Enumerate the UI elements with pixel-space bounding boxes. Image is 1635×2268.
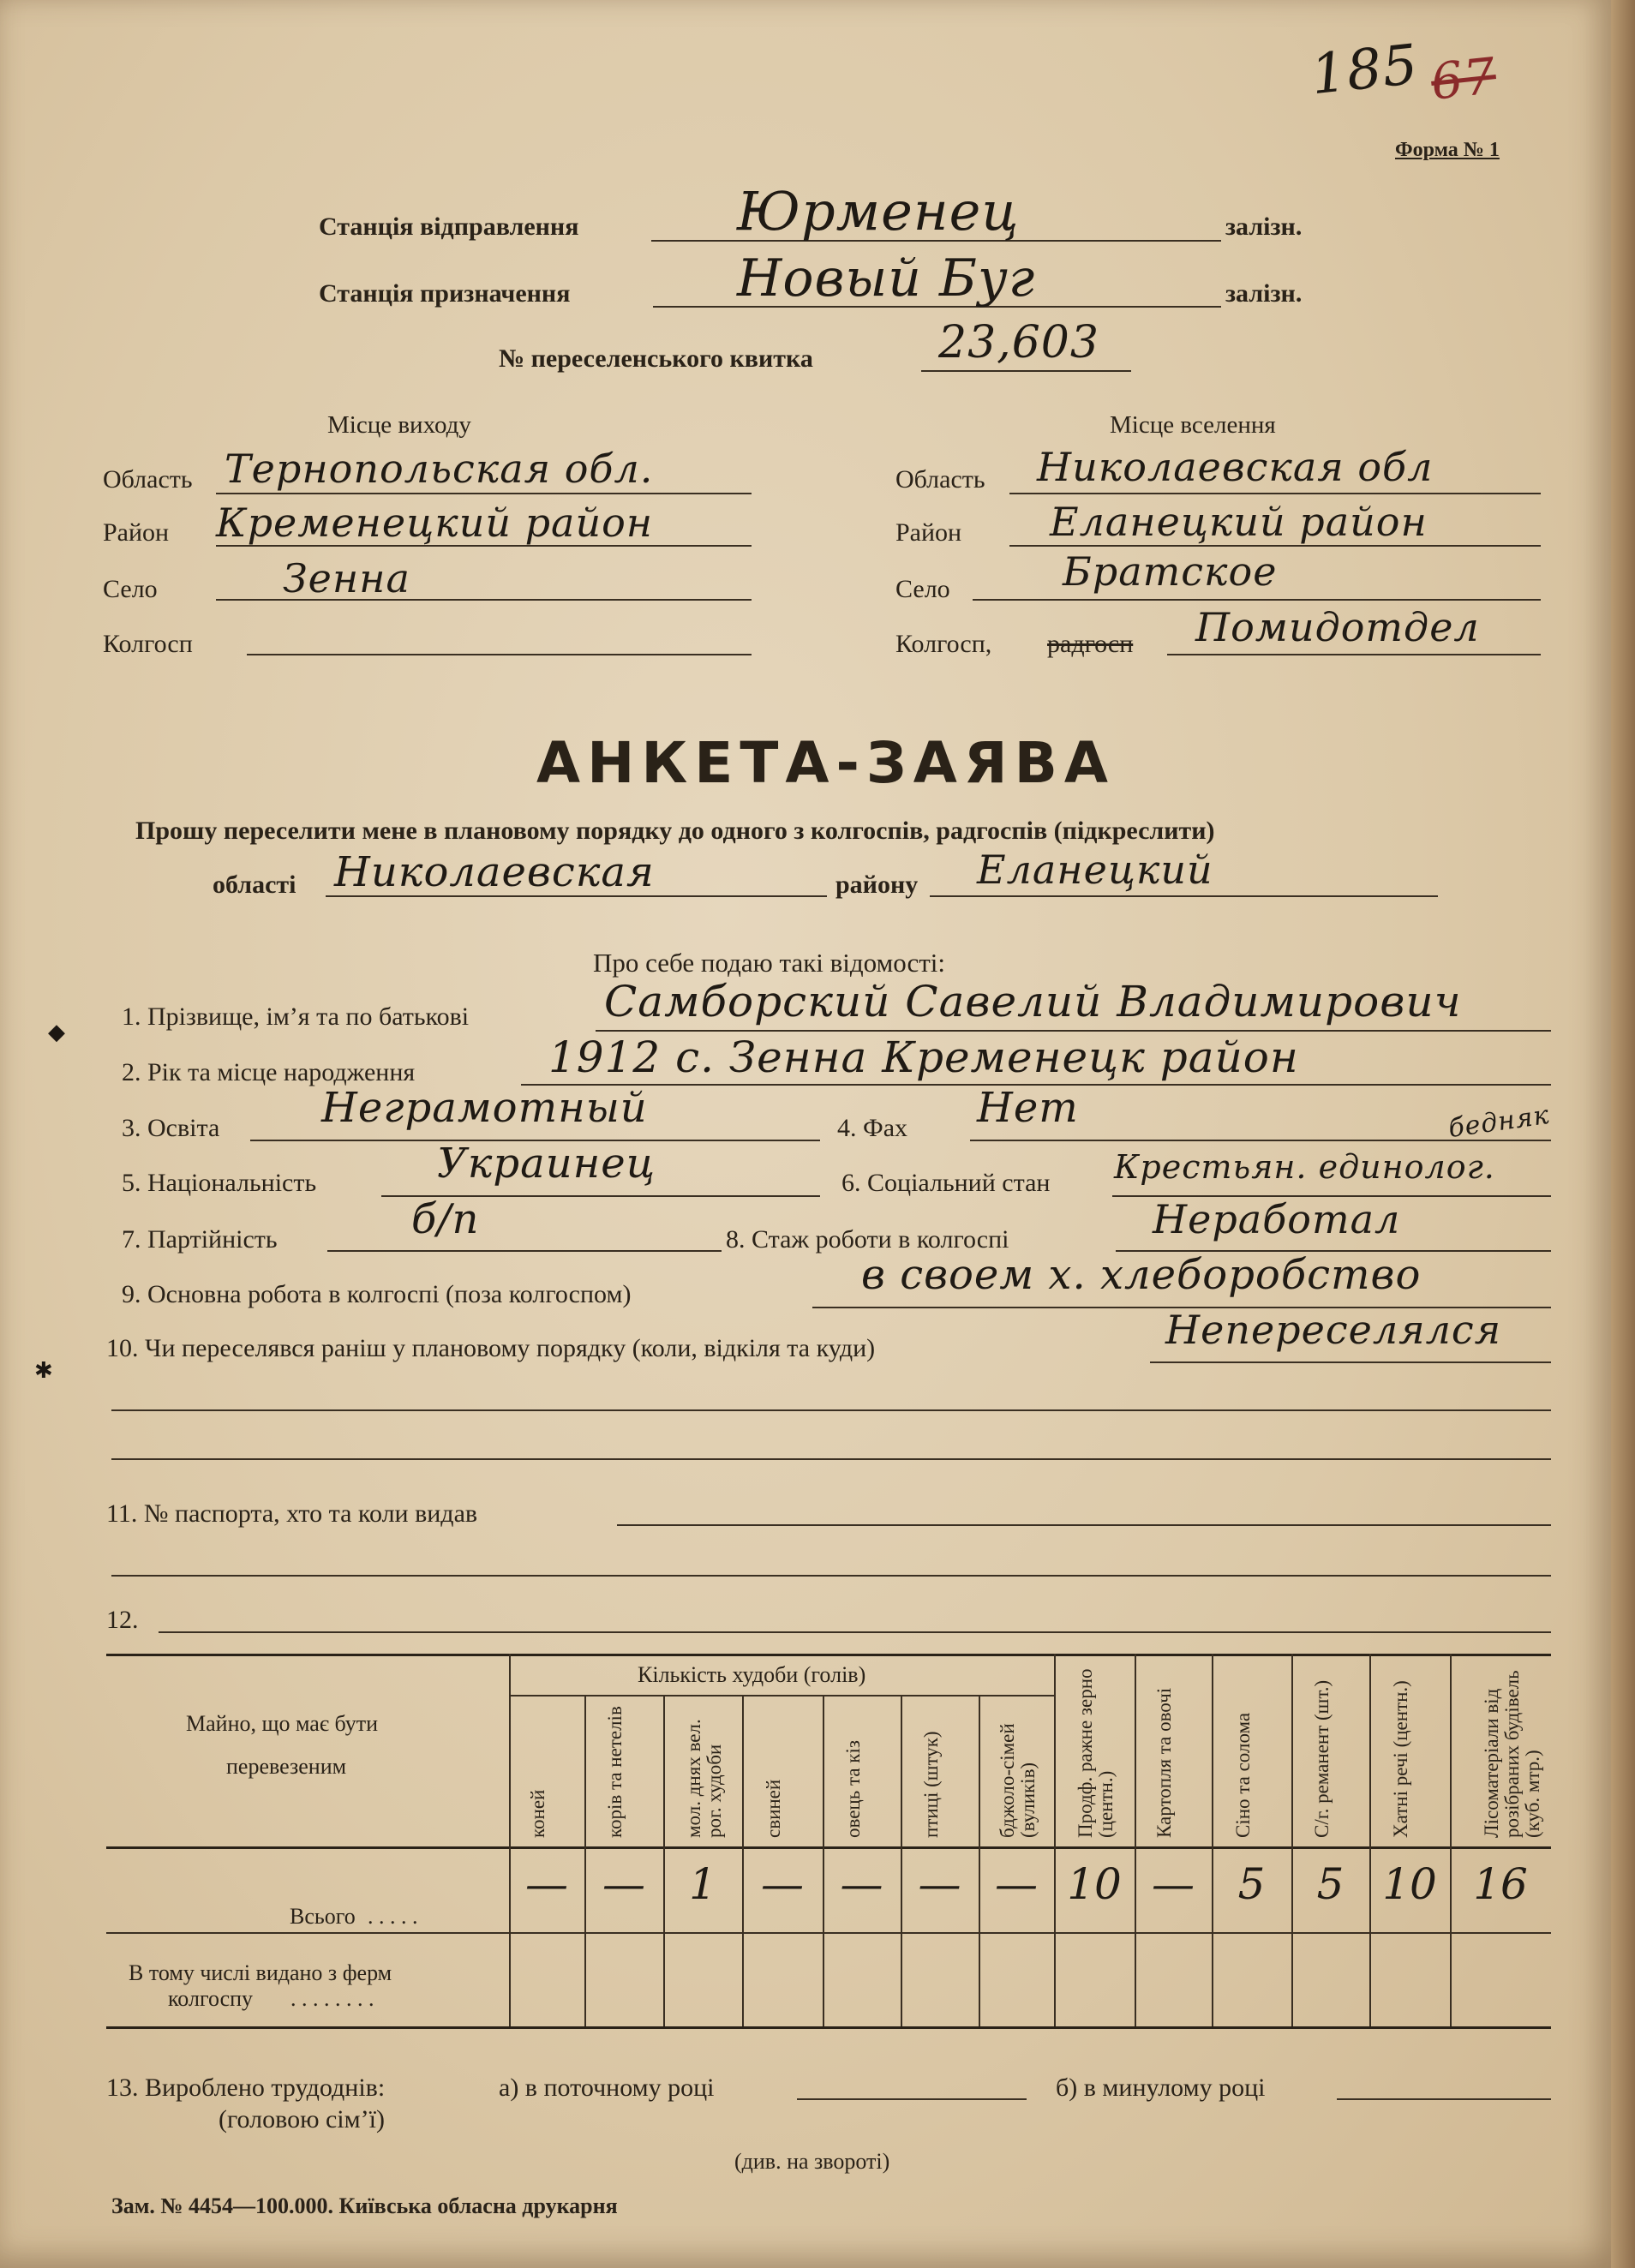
table-column-header: мол. днях вел. рог. худоби: [683, 1719, 726, 1838]
field-6-value: Крестьян. единолог.: [1114, 1148, 1495, 1186]
table-column-header: коней: [527, 1789, 548, 1838]
punch-mark-1: ◆: [48, 1020, 65, 1044]
table-column-header: Картопля та овочі: [1153, 1687, 1175, 1838]
origin-kolhosp-line: [247, 654, 752, 655]
field-2-value: 1912 с. Зенна Кременецк район: [548, 1032, 1299, 1082]
departure-railway-suffix: залізн.: [1225, 212, 1303, 241]
destination-oblast-value: Николаевская обл: [1037, 444, 1434, 490]
table-total-row-rule: [106, 1932, 1551, 1934]
archive-number-crossed: 67: [1428, 46, 1500, 111]
request-oblast-label: області: [213, 871, 296, 899]
ticket-line: [921, 370, 1131, 372]
workdays-current-line: [797, 2098, 1027, 2100]
destination-kolhosp-label: Колгосп,: [895, 630, 992, 658]
origin-selo-value: Зенна: [283, 555, 410, 601]
origin-raion-label: Район: [103, 518, 170, 547]
workdays-previous-label: б) в минулому році: [1056, 2074, 1266, 2102]
departure-station-label: Станція відправлення: [319, 212, 579, 241]
workdays-previous-line: [1337, 2098, 1551, 2100]
departure-station-value: Юрменец: [737, 180, 1020, 242]
property-table: [106, 1654, 1551, 2026]
field-12-line: [159, 1631, 1551, 1633]
workdays-label: 13. Вироблено трудоднів:: [106, 2074, 386, 2102]
table-total-value: —: [1152, 1859, 1195, 1909]
issued-label-line1: В тому числі видано з ферм: [129, 1960, 392, 1985]
destination-kolhosp-line: [1167, 654, 1541, 655]
ticket-label: № переселенського квитка: [499, 344, 813, 373]
table-column-header: корів та нетелів: [604, 1706, 626, 1838]
field-10-value: Непереселялся: [1165, 1307, 1502, 1353]
table-divider: [1054, 1654, 1056, 2026]
table-divider-property: [509, 1654, 511, 2026]
table-divider: [1369, 1654, 1371, 2026]
livestock-header: Кількість худоби (голів): [638, 1662, 866, 1687]
destination-radhosp-label: радгосп: [1047, 630, 1134, 658]
table-header-bottom-rule: [106, 1846, 1551, 1849]
request-raion-value: Еланецкий: [977, 847, 1213, 893]
ticket-value: 23,603: [938, 317, 1099, 368]
field-12-label: 12.: [106, 1606, 139, 1634]
field-1-line: [596, 1030, 1551, 1032]
table-total-value: —: [525, 1859, 568, 1909]
destination-oblast-line: [1009, 493, 1541, 494]
field-11-line: [617, 1524, 1551, 1526]
issued-label-line2: колгоспу: [168, 1986, 254, 2011]
field-2-label: 2. Рік та місце народження: [122, 1058, 416, 1086]
paper-edge: [1611, 0, 1635, 2268]
field-7-value: б/п: [411, 1195, 480, 1243]
field-4-label: 4. Фах: [837, 1114, 908, 1142]
field-10-label: 10. Чи переселявся раніш у плановому порядку (коли, відкіля та куди): [106, 1334, 876, 1362]
archive-number: 185: [1308, 33, 1422, 108]
field-9-label: 9. Основна робота в колгоспі (поза колгоспом): [122, 1280, 632, 1308]
destination-selo-line: [973, 599, 1541, 601]
request-raion-label: району: [835, 871, 919, 899]
field-7-line: [327, 1250, 722, 1252]
origin-oblast-label: Область: [103, 465, 193, 494]
table-column-header: Хатні речі (центн.): [1390, 1680, 1411, 1838]
origin-raion-value: Кременецкий район: [216, 500, 654, 546]
field-10-line-2: [111, 1409, 1551, 1411]
destination-raion-label: Район: [895, 518, 962, 547]
table-column-header: птиці (штук): [919, 1731, 942, 1838]
reverse-note: (див. на звороті): [734, 2149, 890, 2174]
livestock-header-rule: [509, 1695, 1054, 1697]
field-6-note: бедняк: [1446, 1099, 1552, 1145]
workdays-current-label: а) в поточному році: [499, 2074, 715, 2102]
table-column-header: Продф. ражне зерно (центн.): [1075, 1668, 1117, 1838]
field-8-label: 8. Стаж роботи в колгоспі: [726, 1225, 1009, 1254]
field-3-label: 3. Освіта: [122, 1114, 220, 1142]
field-11-label: 11. № паспорта, хто та коли видав: [106, 1499, 478, 1528]
field-3-value: Неграмотный: [321, 1084, 648, 1132]
total-dots: . . . . .: [368, 1904, 418, 1929]
origin-selo-label: Село: [103, 575, 158, 603]
form-label: Форма № 1: [1395, 139, 1500, 161]
destination-selo-label: Село: [895, 575, 950, 603]
request-text: Прошу переселити мене в плановому порядку до одного з колгоспів, радгоспів (підкреслити): [135, 817, 1215, 845]
field-10-line: [1150, 1361, 1551, 1363]
issued-dots: . . . . . . . .: [290, 1986, 374, 2011]
punch-mark-2: ✱: [34, 1358, 53, 1383]
table-total-value: —: [602, 1859, 645, 1909]
field-10-line-3: [111, 1458, 1551, 1460]
table-total-value: 1: [689, 1859, 716, 1909]
field-6-label: 6. Соціальний стан: [841, 1169, 1051, 1197]
table-total-value: 5: [1237, 1859, 1266, 1909]
field-9-value: в своем х. хлеборобство: [861, 1251, 1422, 1299]
table-column-header: Сіно та солома: [1231, 1712, 1254, 1838]
request-oblast-value: Николаевская: [334, 848, 655, 896]
table-column-header: овець та кіз: [841, 1740, 864, 1838]
field-4-value: Нет: [977, 1084, 1079, 1132]
table-total-value: —: [840, 1859, 883, 1909]
field-1-label: 1. Прізвище, ім’я та по батькові: [122, 1002, 470, 1031]
table-total-value: 10: [1067, 1859, 1122, 1909]
destination-railway-suffix: залізн.: [1225, 279, 1303, 308]
field-1-value: Самборский Савелий Владимирович: [604, 977, 1462, 1026]
field-7-label: 7. Партійність: [122, 1225, 278, 1254]
destination-raion-line: [1009, 545, 1541, 547]
page-title: АНКЕТА-ЗАЯВА: [536, 730, 1116, 796]
destination-station-label: Станція призначення: [319, 279, 571, 308]
table-bottom-border: [106, 2026, 1551, 2029]
table-total-value: —: [918, 1859, 961, 1909]
origin-oblast-value: Тернопольская обл.: [225, 446, 654, 492]
total-label: Всього: [290, 1904, 356, 1929]
property-header-line2: перевезеним: [226, 1754, 347, 1779]
intro-text: Про себе подаю такі відомості:: [593, 948, 946, 978]
destination-station-value: Новый Буг: [737, 248, 1036, 308]
field-11-line-2: [111, 1575, 1551, 1577]
destination-kolhosp-value: Помидотдел: [1195, 604, 1480, 650]
workdays-sublabel: (головою сім’ї): [219, 2105, 385, 2133]
table-top-border: [106, 1654, 1551, 1656]
field-8-value: Неработал: [1153, 1196, 1401, 1242]
destination-oblast-label: Область: [895, 465, 985, 494]
table-column-header: бджоло-сімей (вуликів): [997, 1723, 1039, 1838]
table-divider: [1135, 1654, 1136, 2026]
origin-kolhosp-label: Колгосп: [103, 630, 193, 658]
table-total-value: 10: [1382, 1859, 1437, 1909]
destination-selo-value: Братское: [1063, 548, 1278, 595]
table-divider: [1450, 1654, 1452, 2026]
table-column-header: С/г. реманент (шт.): [1310, 1679, 1333, 1838]
table-total-value: 16: [1473, 1859, 1528, 1909]
table-divider: [1212, 1654, 1213, 2026]
table-divider: [1291, 1654, 1293, 2026]
printer-footer: Зам. № 4454—100.000. Київська обласна друкарня: [111, 2193, 618, 2218]
destination-raion-value: Еланецкий район: [1050, 499, 1428, 545]
origin-oblast-line: [216, 493, 752, 494]
table-total-value: —: [761, 1859, 804, 1909]
table-total-value: —: [995, 1859, 1038, 1909]
field-5-value: Украинец: [437, 1140, 656, 1188]
origin-heading: Місце виходу: [327, 411, 471, 439]
property-header-line1: Майно, що має бути: [186, 1711, 378, 1736]
table-column-header: Лісоматеріали від розібраних будівель (куб. мтр.): [1481, 1670, 1544, 1838]
request-raion-line: [930, 895, 1438, 897]
table-column-header: свиней: [763, 1779, 784, 1838]
destination-heading: Місце вселення: [1110, 411, 1276, 439]
table-total-value: 5: [1316, 1859, 1345, 1909]
field-5-label: 5. Національність: [122, 1169, 317, 1197]
